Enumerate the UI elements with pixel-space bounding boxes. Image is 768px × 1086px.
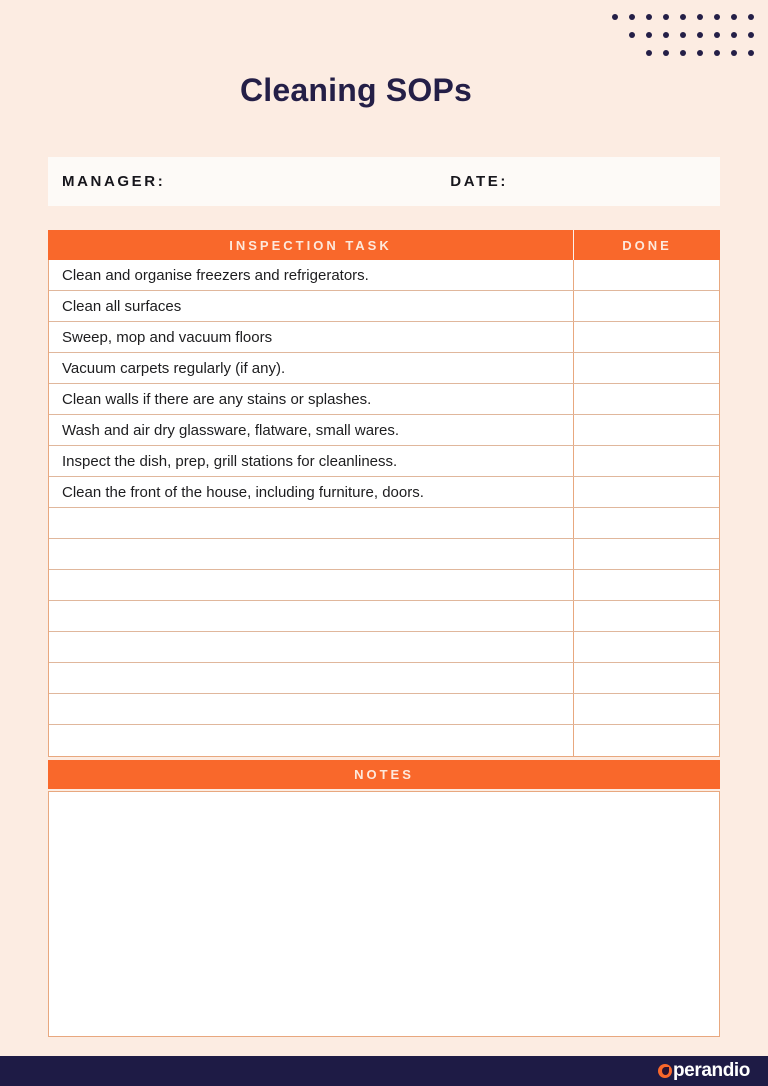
- table-row: [49, 694, 719, 725]
- done-checkbox-cell[interactable]: [574, 415, 719, 445]
- dot: [663, 50, 669, 56]
- task-cell[interactable]: Wash and air dry glassware, flatware, small wares.: [49, 415, 574, 445]
- task-cell[interactable]: [49, 570, 574, 600]
- task-cell[interactable]: Sweep, mop and vacuum floors: [49, 322, 574, 352]
- dot: [680, 50, 686, 56]
- task-cell[interactable]: [49, 508, 574, 538]
- manager-date-bar: [48, 157, 720, 206]
- task-cell[interactable]: [49, 539, 574, 569]
- table-row: [49, 725, 719, 756]
- notes-header: NOTES: [48, 760, 720, 789]
- table-header-row: [48, 230, 720, 260]
- done-checkbox-cell[interactable]: [574, 539, 719, 569]
- done-checkbox-cell[interactable]: [574, 632, 719, 662]
- column-header-inspection-task: INSPECTION TASK: [48, 230, 574, 260]
- dot-grid-row: [612, 8, 768, 26]
- task-cell[interactable]: [49, 663, 574, 693]
- table-row: [49, 539, 719, 570]
- task-cell[interactable]: [49, 694, 574, 724]
- dot: [748, 50, 754, 56]
- dot: [697, 14, 703, 20]
- table-row: [49, 446, 719, 477]
- table-row: [49, 291, 719, 322]
- table-row: [49, 384, 719, 415]
- dot-grid-row: [646, 44, 768, 62]
- done-checkbox-cell[interactable]: [574, 725, 719, 756]
- dot: [612, 14, 618, 20]
- dot: [714, 14, 720, 20]
- operandio-logo: [658, 1060, 750, 1082]
- dot: [748, 14, 754, 20]
- table-row: [49, 570, 719, 601]
- dot: [697, 32, 703, 38]
- task-cell[interactable]: Inspect the dish, prep, grill stations for cleanliness.: [49, 446, 574, 476]
- dot: [731, 32, 737, 38]
- table-row: [49, 260, 719, 291]
- done-checkbox-cell[interactable]: [574, 322, 719, 352]
- dot: [714, 50, 720, 56]
- table-row: [49, 632, 719, 663]
- date-label: DATE:: [450, 173, 509, 190]
- dot: [680, 14, 686, 20]
- done-checkbox-cell[interactable]: [574, 570, 719, 600]
- inspection-task-table: [48, 230, 720, 757]
- done-checkbox-cell[interactable]: [574, 260, 719, 290]
- dot: [714, 32, 720, 38]
- task-cell[interactable]: Clean and organise freezers and refrigerators.: [49, 260, 574, 290]
- done-checkbox-cell[interactable]: [574, 694, 719, 724]
- table-row: [49, 322, 719, 353]
- dot: [731, 14, 737, 20]
- done-checkbox-cell[interactable]: [574, 384, 719, 414]
- dot: [748, 32, 754, 38]
- task-cell[interactable]: Clean all surfaces: [49, 291, 574, 321]
- task-cell[interactable]: [49, 632, 574, 662]
- done-checkbox-cell[interactable]: [574, 663, 719, 693]
- dot: [629, 14, 635, 20]
- table-body: [48, 260, 720, 757]
- table-row: [49, 601, 719, 632]
- done-checkbox-cell[interactable]: [574, 291, 719, 321]
- column-header-done: DONE: [622, 237, 672, 253]
- dot: [663, 14, 669, 20]
- table-row: [49, 353, 719, 384]
- dot: [646, 32, 652, 38]
- table-row: [49, 508, 719, 539]
- dot: [629, 32, 635, 38]
- dot: [680, 32, 686, 38]
- operandio-o-mark-icon: [658, 1064, 672, 1078]
- notes-input-area[interactable]: [48, 791, 720, 1037]
- dot: [646, 50, 652, 56]
- dot: [646, 14, 652, 20]
- done-checkbox-cell[interactable]: [574, 446, 719, 476]
- task-cell[interactable]: Clean walls if there are any stains or splashes.: [49, 384, 574, 414]
- operandio-logo-text: perandio: [672, 1060, 750, 1081]
- table-row: [49, 415, 719, 446]
- task-cell[interactable]: Clean the front of the house, including furniture, doors.: [49, 477, 574, 507]
- task-cell[interactable]: Vacuum carpets regularly (if any).: [49, 353, 574, 383]
- dot: [697, 50, 703, 56]
- manager-label: MANAGER:: [62, 173, 166, 190]
- dot: [663, 32, 669, 38]
- table-row: [49, 663, 719, 694]
- dot-grid-row: [629, 26, 768, 44]
- task-cell[interactable]: [49, 601, 574, 631]
- done-checkbox-cell[interactable]: [574, 477, 719, 507]
- dot: [731, 50, 737, 56]
- dot-grid-decoration: [612, 8, 768, 64]
- table-row: [49, 477, 719, 508]
- done-checkbox-cell[interactable]: [574, 601, 719, 631]
- done-checkbox-cell[interactable]: [574, 353, 719, 383]
- task-cell[interactable]: [49, 725, 574, 756]
- page-title: Cleaning SOPs: [240, 72, 472, 108]
- done-checkbox-cell[interactable]: [574, 508, 719, 538]
- footer-bar: [0, 1056, 768, 1086]
